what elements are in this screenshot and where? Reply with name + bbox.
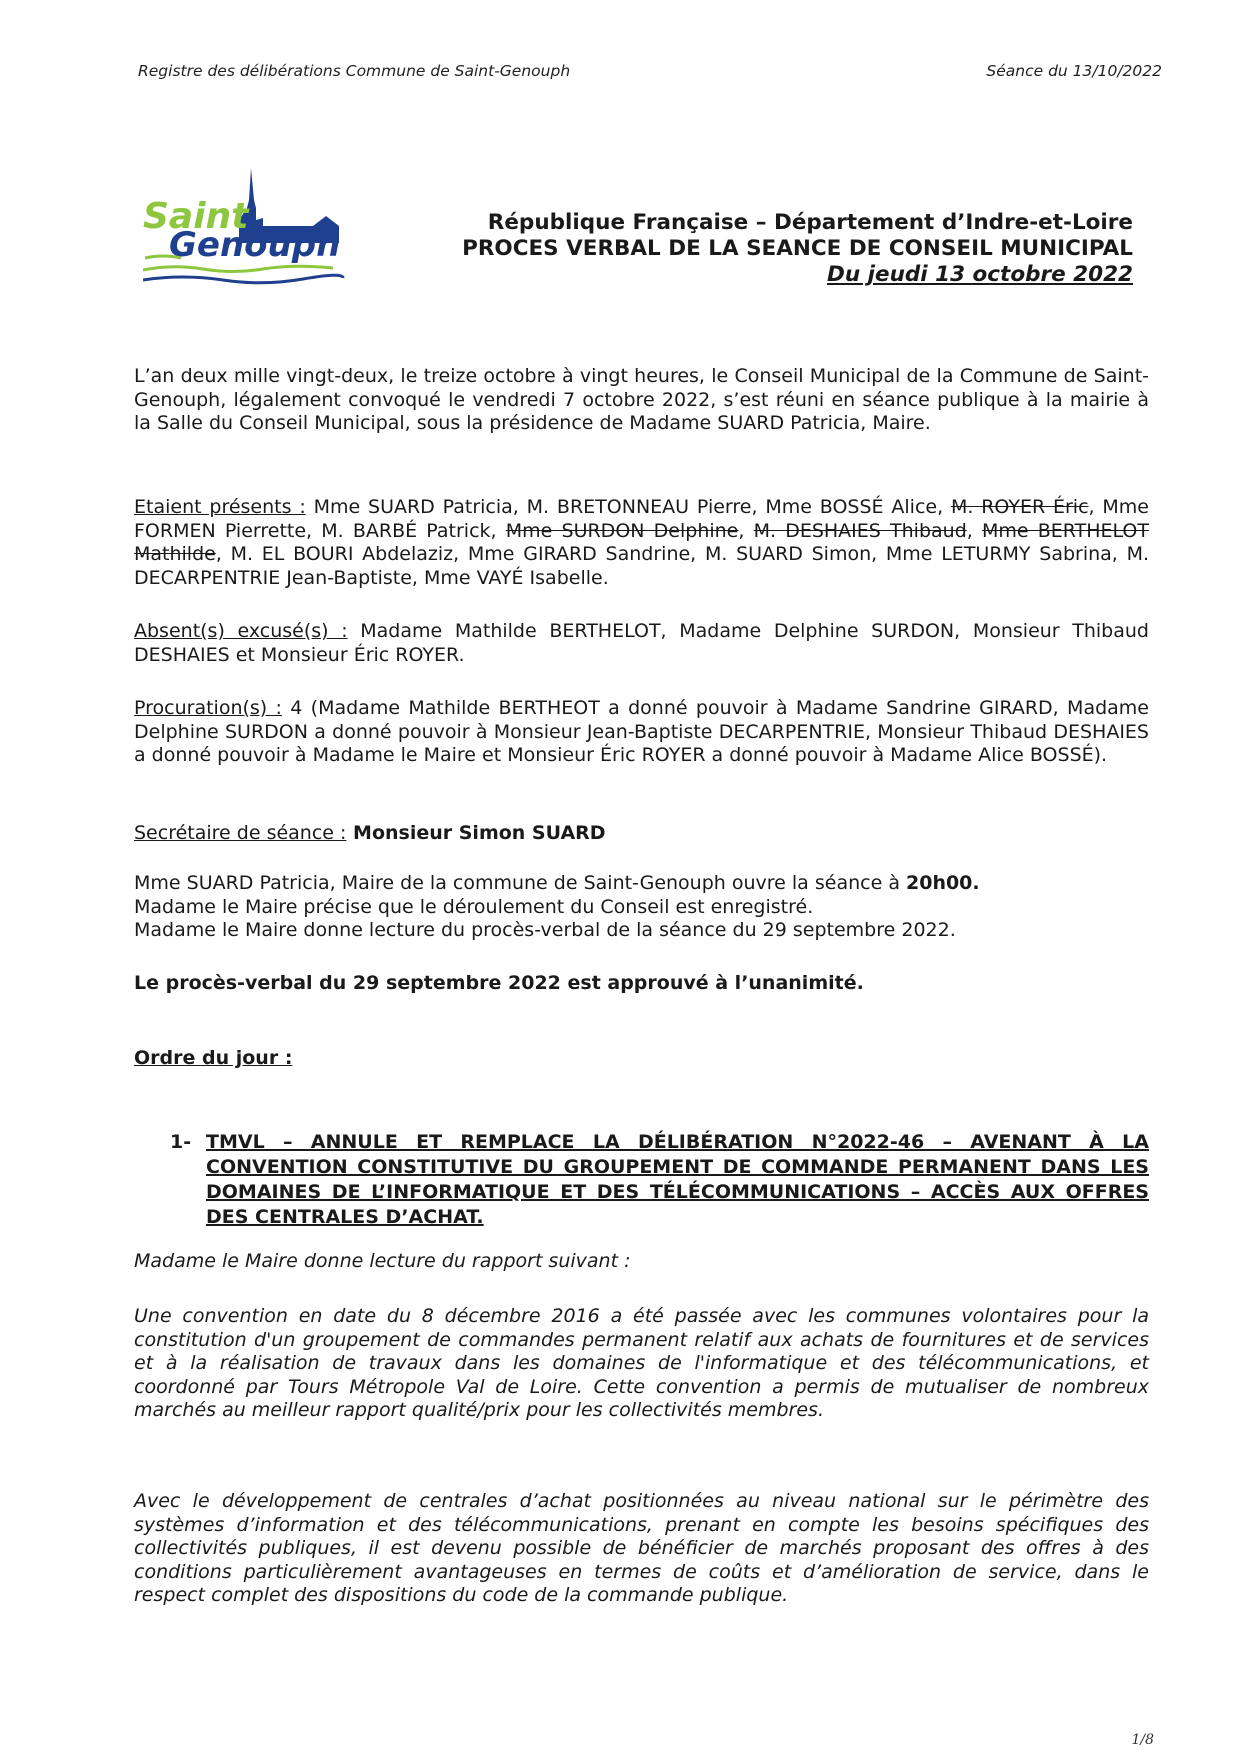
- running-header: [138, 62, 1162, 80]
- procurations-text: 4 (Madame Mathilde BERTHEOT a donné pouvoir à Madame Sandrine GIRARD, Madame Delphine SURDON a donné pouvoir à Monsieur Jean-Baptiste DECARPENTRIE, Monsieur Thibaud DESHAIES a donné pouvoir à Madame le Maire et Monsieur Éric ROYER a donné pouvoir à Madame Alice BOSSÉ).: [134, 697, 1149, 766]
- report-intro: Madame le Maire donne lecture du rapport suivant :: [134, 1250, 631, 1272]
- absents-label: Absent(s) excusé(s) :: [134, 620, 348, 642]
- secretaire-name: Monsieur Simon SUARD: [346, 822, 606, 844]
- session-date: Séance du 13/10/2022: [986, 62, 1162, 80]
- agenda-title: Ordre du jour :: [134, 1047, 293, 1069]
- presents-label: Etaient présents :: [134, 496, 306, 518]
- title-republique: République Française – Département d’Indre-et-Loire: [487, 210, 1133, 235]
- intro-paragraph: L’an deux mille vingt-deux, le treize octobre à vingt heures, le Conseil Municipal de la Commune de Saint-Genouph, légalement convoqué le vendredi 7 octobre 2022, s’est réuni en séance publique à la mairie à la Salle du Conseil Municipal, sous la présidence de Madame SUARD Patricia, Maire.: [134, 365, 1149, 434]
- report-paragraph-1: Une convention en date du 8 décembre 2016 a été passée avec les communes volontaires pour la constitution d'un groupement de commandes permanent relatif aux achats de fournitures et de services et à la réalisation de travaux dans les domaines de l'informatique et des télécommunications, et coordonné par Tours Métropole Val de Loire. Cette convention a permis de mutualiser de nombreux marchés au meilleur rapport qualité/prix pour les collectivités membres.: [134, 1305, 1149, 1421]
- presents-text: , M. EL BOURI Abdelaziz, Mme GIRARD Sandrine, M. SUARD Simon, Mme LETURMY Sabrina, M. DECARPENTRIE Jean-Baptiste, Mme VAYÉ Isabelle.: [134, 543, 1149, 589]
- struck-name: M. DESHAIES Thibaud: [753, 519, 967, 542]
- page-number: 1/8: [1131, 1732, 1154, 1748]
- agenda-item-number: 1-: [170, 1131, 192, 1153]
- reading-line: Madame le Maire donne lecture du procès-verbal de la séance du 29 septembre 2022.: [134, 919, 956, 941]
- document-title: [462, 210, 1133, 288]
- opening-time: 20h00.: [906, 872, 980, 894]
- agenda-item-1: [170, 1130, 1149, 1230]
- title-date: Du jeudi 13 octobre 2022: [826, 262, 1133, 287]
- recording-line: Madame le Maire précise que le déroulement du Conseil est enregistré.: [134, 895, 814, 918]
- absents-text: Madame Mathilde BERTHELOT, Madame Delphine SURDON, Monsieur Thibaud DESHAIES et Monsieur Éric ROYER.: [134, 620, 1149, 666]
- procurations-paragraph: [134, 697, 1149, 768]
- procurations-label: Procuration(s) :: [134, 697, 282, 719]
- struck-name: M. ROYER Éric: [950, 496, 1089, 518]
- approval-statement: Le procès-verbal du 29 septembre 2022 est approuvé à l’unanimité.: [134, 972, 864, 994]
- title-proces-verbal: PROCES VERBAL DE LA SEANCE DE CONSEIL MUNICIPAL: [462, 236, 1133, 261]
- secretaire-label: Secrétaire de séance :: [134, 822, 347, 844]
- presents-text: ,: [738, 519, 754, 542]
- presents-text: Mme SUARD Patricia, M. BRETONNEAU Pierre, Mme BOSSÉ Alice,: [305, 496, 951, 518]
- saint-genouph-logo: [143, 168, 373, 298]
- register-title: Registre des délibérations Commune de Saint-Genouph: [138, 62, 571, 80]
- secretaire-paragraph: [134, 822, 1149, 846]
- presents-text: , Mme FORMEN Pierrette, M. BARBÉ Patrick,: [134, 496, 1149, 542]
- opening-paragraph: [134, 872, 1149, 943]
- svg-text:Saint: Saint: [143, 196, 249, 237]
- church-logo-icon: [143, 168, 373, 298]
- struck-name: Mme SURDON Delphine: [505, 519, 739, 542]
- agenda-item-title: TMVL – ANNULE ET REMPLACE LA DÉLIBÉRATION N°2022-46 – AVENANT À LA CONVENTION CONSTITUTIVE DU GROUPEMENT DE COMMANDE PERMANENT DANS LES DOMAINES DE L’INFORMATIQUE ET DES TÉLÉCOMMUNICATIONS – ACCÈS AUX OFFRES DES CENTRALES D’ACHAT.: [206, 1131, 1149, 1228]
- presents-paragraph: [134, 496, 1149, 590]
- svg-text:Genouph: Genouph: [169, 225, 341, 265]
- opening-line: Mme SUARD Patricia, Maire de la commune de Saint-Genouph ouvre la séance à: [134, 872, 906, 894]
- report-paragraph-2: Avec le développement de centrales d’achat positionnées au niveau national sur le périmètre des systèmes d’information et des télécommunications, prenant en compte les besoins spécifiques des collectivités publiques, il est devenu possible de bénéficier de marchés proposant des offres à des conditions particulièrement avantageuses en termes de coûts et d’amélioration de service, dans le respect complet des dispositions du code de la commande publique.: [134, 1490, 1149, 1606]
- absents-paragraph: [134, 620, 1149, 667]
- struck-name: Mme BERTHELOT Mathilde: [134, 519, 1149, 565]
- presents-text: ,: [966, 519, 982, 542]
